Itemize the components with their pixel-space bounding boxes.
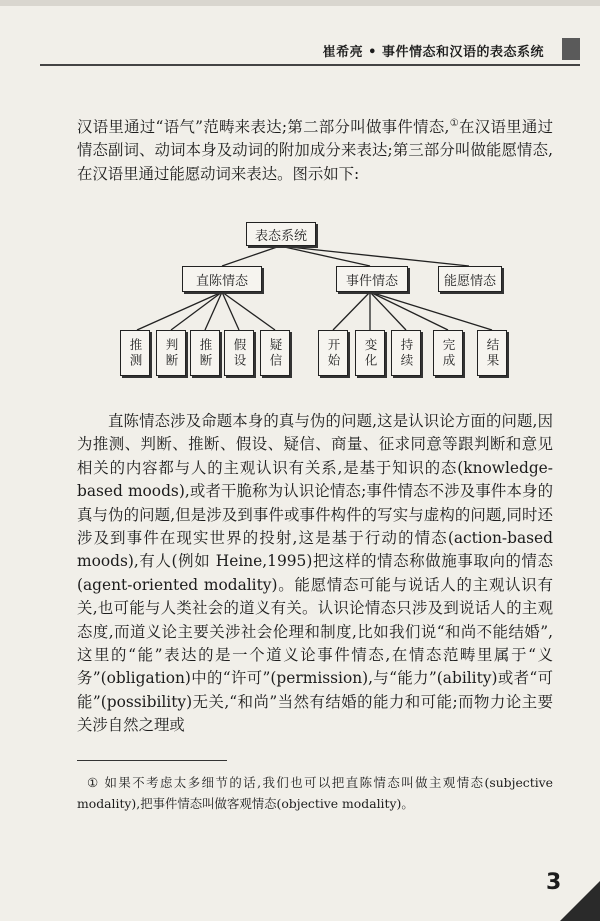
node-panduan: 判断 <box>156 330 186 376</box>
page-top-strip <box>0 0 600 6</box>
connector-root-nengyuan <box>280 246 469 266</box>
connector-root-shijian <box>280 246 370 266</box>
page-number: 3 <box>546 870 562 895</box>
node-jiashe: 假设 <box>224 330 254 376</box>
paragraph-intro <box>77 116 553 186</box>
footnote <box>77 772 553 814</box>
page-corner-decoration <box>560 881 600 921</box>
paragraph-intro-part1: 汉语里通过“语气”范畴来表达;第二部分叫做事件情态, <box>77 118 450 136</box>
footnote-reference: ① <box>449 118 460 129</box>
footnote-separator <box>77 760 227 761</box>
node-kaishi: 开始 <box>318 330 348 376</box>
connector-shijian-wancheng <box>370 292 448 330</box>
node-zhichen: 直陈情态 <box>182 266 262 292</box>
footnote-text: 如果不考虑太多细节的话,我们也可以把直陈情态叫做主观情态(subjective modality),把事件情态叫做客观情态(objective modality)。 <box>77 775 553 811</box>
connector-root-zhichen <box>222 246 280 266</box>
node-yixin: 疑信 <box>260 330 290 376</box>
running-title: 崔希亮 • 事件情态和汉语的表态系统 <box>322 45 544 60</box>
connector-shijian-kaishi <box>333 292 370 330</box>
node-bianhua: 变化 <box>355 330 385 376</box>
modality-system-diagram <box>100 218 540 388</box>
node-tuiduan: 推断 <box>190 330 220 376</box>
node-tuice: 推测 <box>120 330 150 376</box>
node-chixu: 持续 <box>391 330 421 376</box>
node-nengyuan: 能愿情态 <box>438 266 502 292</box>
running-header <box>40 34 580 68</box>
paragraph-intro-part2: 在汉语里通过情态副词、动词本身及动词的附加成分来表达;第三部分叫做能愿情态,在汉语里通过能愿动词来表达。图示如下: <box>77 118 553 183</box>
node-shijian: 事件情态 <box>336 266 408 292</box>
paragraph-main: 直陈情态涉及命题本身的真与伪的问题,这是认识论方面的问题,因为推测、判断、推断、假设、疑信、商量、征求同意等跟判断和意见相关的内容都与人的主观认识有关系,是基于知识的态(knowledge-based moods),或者干脆称为认识论情态;事件情态不涉及事件本身的真与伪的问题,但是涉及到事件或事件构件的写实与虚构的问题,同时还涉及到事件在现实世界的投射,这是基于行动的情态(action-based moods),有人(例如 Heine,1995)把这样的情态称做施事取向的情态(agent-oriented modality)。能愿情态可能与说话人的主观认识有关,也可能与人类社会的道义有关。认识论情态只涉及到说话人的主观态度,而道义论主要关涉社会伦理和制度,比如我们说“和尚不能结婚”,这里的“能”表达的是一个道义论事件情态,在情态范畴里属于“义务”(obligation)中的“许可”(permission),与“能力”(ability)或者“可能”(possibility)无关,“和尚”当然有结婚的能力和可能;而物力论主要关涉自然之理或 <box>77 412 553 735</box>
header-tab-marker <box>562 38 580 60</box>
node-jieguo: 结果 <box>477 330 507 376</box>
header-rule <box>40 64 580 66</box>
node-wancheng: 完成 <box>433 330 463 376</box>
node-root: 表态系统 <box>246 222 316 246</box>
footnote-marker: ① <box>87 775 99 790</box>
